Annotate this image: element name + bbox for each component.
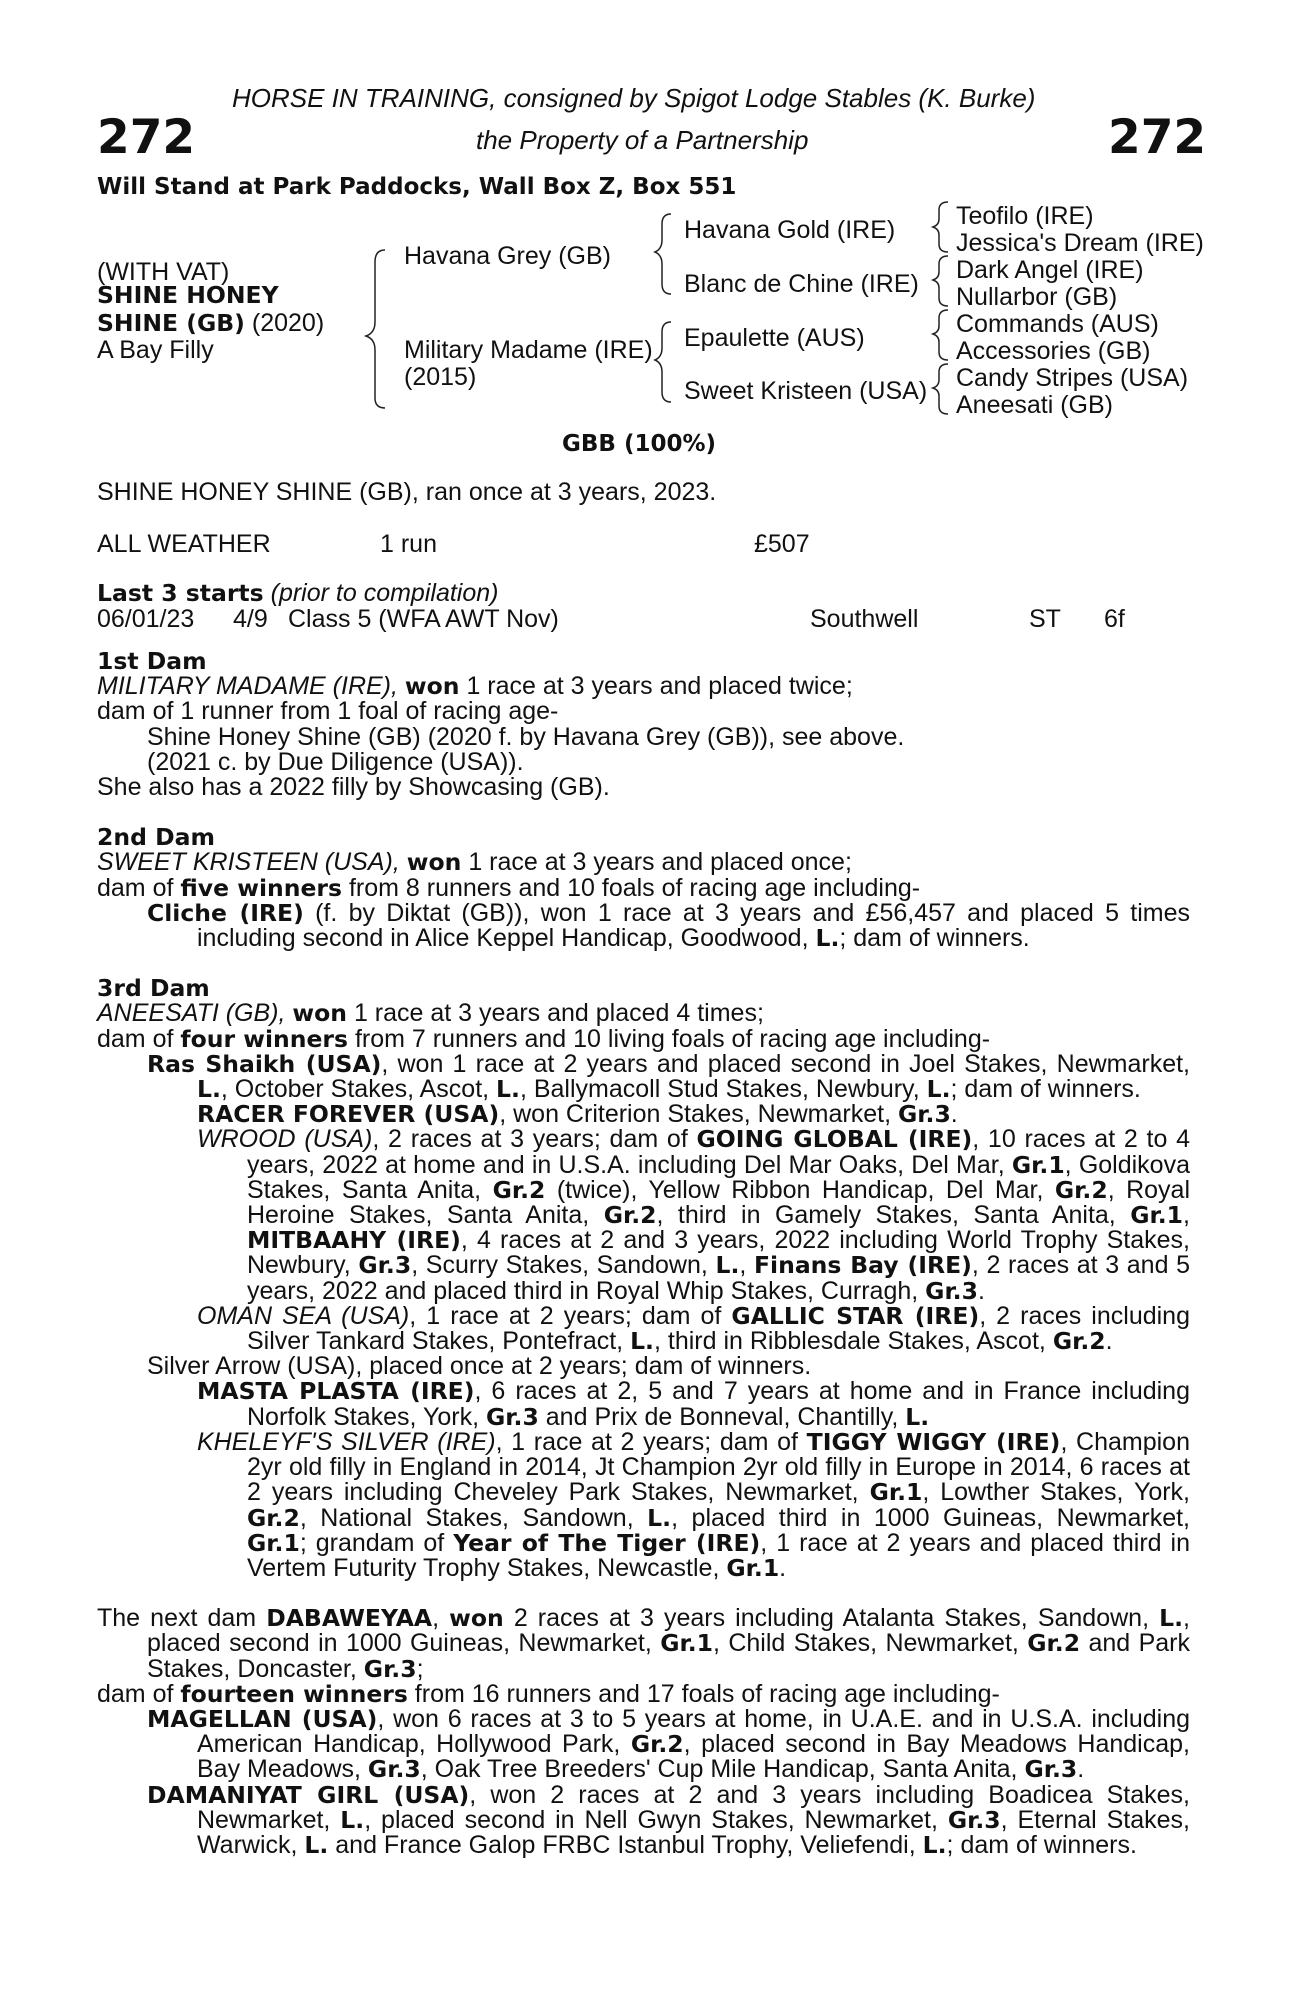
pedigree-g7: Candy Stripes (USA): [956, 364, 1189, 392]
group-marker: Gr.2: [603, 1201, 657, 1230]
listed-marker: L.: [815, 924, 840, 953]
going-global-name: GOING GLOBAL (IRE): [696, 1125, 973, 1154]
racer-forever-name: RACER FOREVER (USA): [197, 1100, 500, 1129]
damaniyat-girl-name: DAMANIYAT GIRL (USA): [147, 1780, 470, 1809]
ras-shaikh-name: Ras Shaikh (USA): [147, 1049, 382, 1078]
entry-text: ; grandam of: [299, 1528, 445, 1557]
pedigree-g4: Nullarbor (GB): [956, 283, 1118, 311]
entry-text: , Scurry Stakes, Sandown,: [411, 1251, 708, 1280]
group-marker: Gr.2: [247, 1503, 300, 1532]
group-marker: Gr.1: [726, 1553, 780, 1582]
lot-number-right: 272: [1108, 110, 1207, 165]
listed-marker: L.: [496, 1075, 520, 1104]
first-dam-name: MILITARY MADAME (IRE),: [97, 672, 398, 701]
entry-text: ,: [739, 1251, 747, 1280]
property-line: the Property of a Partnership: [476, 125, 809, 155]
group-marker: Gr.3: [486, 1402, 539, 1431]
surface-label: ALL WEATHER: [97, 530, 271, 558]
breeding-percentage: GBB (100%): [562, 431, 717, 457]
lot-number-left: 272: [97, 110, 196, 165]
group-marker: Gr.1: [1011, 1150, 1065, 1179]
start-position: 4/9: [233, 605, 268, 633]
next-dam-entry: The next dam DABAWEYAA, won 2 races at 3 years including Atalanta Stakes, Sandown, L., placed second in 1000 Guineas, Newmarket, Gr.1, Child Stakes, Newmarket, Gr.2 and Park Stakes, Doncaster, Gr.3;: [97, 1604, 1190, 1683]
group-marker: Gr.2: [492, 1175, 546, 1204]
second-dam-winners: five winners: [180, 873, 342, 902]
first-dam-foal-2022: She also has a 2022 filly by Showcasing (GB).: [97, 773, 610, 802]
mitbaahy-name: MITBAAHY (IRE): [247, 1226, 461, 1255]
cliche-text-end: ; dam of winners.: [839, 924, 1030, 953]
horse-description: A Bay Filly: [97, 336, 214, 364]
consignor-line: HORSE IN TRAINING, consigned by Spigot Lodge Stables (K. Burke): [232, 83, 1036, 113]
next-dam-winners: fourteen winners: [180, 1679, 408, 1708]
group-marker: Gr.2: [1052, 1327, 1106, 1356]
entry-text: .: [779, 1553, 787, 1582]
entry-text: and Prix de Bonneval, Chantilly,: [545, 1402, 899, 1431]
entry-text: , 2 races including Silver Tankard Stakes, Pontefract,: [247, 1301, 1190, 1356]
group-marker: Gr.1: [660, 1629, 713, 1658]
group-marker: Gr.1: [869, 1478, 923, 1507]
group-marker: Gr.3: [925, 1276, 978, 1305]
entry-text: , placed second in 1000 Guineas, Newmarket,: [147, 1604, 1190, 1658]
oman-sea-name: OMAN SEA (USA): [197, 1301, 410, 1330]
entry-text: , Champion 2yr old filly in England in 2014, Jt Champion 2yr old filly in Europe in 2014, 6 races at 2 years including Cheveley Park Stakes, Newmarket,: [247, 1427, 1190, 1507]
listed-marker: L.: [926, 1075, 951, 1104]
cliche-entry: [97, 898, 1190, 953]
second-dam-name: SWEET KRISTEEN (USA),: [97, 848, 400, 877]
group-marker: Gr.3: [363, 1654, 417, 1683]
vat-label: (WITH VAT): [97, 258, 230, 286]
second-dam-produce-c: from 8 runners and 10 foals of racing age including-: [348, 873, 921, 902]
ras-shaikh-entry: [97, 1049, 1190, 1104]
last-starts-heading: [97, 581, 498, 606]
next-dam-intro: The next dam: [97, 1604, 257, 1633]
horse-name-line1: SHINE HONEY: [97, 281, 279, 309]
family-section: [97, 649, 1190, 1858]
listed-marker: L.: [197, 1075, 221, 1104]
entry-text: , 1 race at 2 years; dam of: [495, 1427, 798, 1456]
pedigree-sire-dam: Blanc de Chine (IRE): [684, 270, 919, 298]
pedigree-g8: Aneesati (GB): [956, 391, 1114, 419]
group-marker: Gr.1: [247, 1528, 300, 1557]
entry-text: , third in Gamely Stakes, Santa Anita,: [656, 1201, 1116, 1230]
entry-text: , won 1 race at 2 years and placed second in Joel Stakes, Newmarket,: [381, 1049, 1190, 1078]
wrood-name: WROOD (USA): [197, 1125, 373, 1154]
pedigree-dam-year: (2015): [404, 363, 477, 391]
entry-text: , Oak Tree Breeders' Cup Mile Handicap, Santa Anita,: [420, 1755, 1018, 1784]
group-marker: Gr.3: [947, 1805, 1001, 1834]
oman-sea-entry: [97, 1301, 1190, 1356]
first-dam-won: won: [404, 672, 460, 701]
listed-marker: L.: [304, 1830, 329, 1859]
second-dam-won: won: [406, 848, 462, 877]
third-dam-summary: 1 race at 3 years and placed 4 times;: [353, 999, 764, 1028]
next-dam-name: DABAWEYAA: [266, 1604, 433, 1633]
pedigree-sire-sire: Havana Gold (IRE): [684, 216, 896, 244]
masta-plasta-name: MASTA PLASTA (IRE): [197, 1377, 475, 1406]
damaniyat-girl-entry: [97, 1780, 1190, 1859]
entry-text: , placed second in Bay Meadows Handicap, Bay Meadows,: [197, 1730, 1190, 1784]
entry-text: , third in Ribblesdale Stakes, Ascot,: [653, 1327, 1046, 1356]
first-dam-foal-2020: Shine Honey Shine (GB) (2020 f. by Havana Grey (GB)), see above.: [147, 722, 905, 751]
next-dam-produce-c: from 16 runners and 17 foals of racing age including-: [414, 1679, 1000, 1708]
masta-plasta-entry: [97, 1379, 1190, 1429]
entry-text: , 2 races at 3 years; dam of: [372, 1125, 688, 1154]
pedigree-g5: Commands (AUS): [956, 310, 1159, 338]
start-course: Southwell: [810, 605, 919, 633]
entry-text: , Goldikova Stakes, Santa Anita,: [247, 1150, 1190, 1204]
pedigree-dam-dam: Sweet Kristeen (USA): [684, 377, 928, 405]
year-of-the-tiger-name: Year of The Tiger (IRE): [453, 1528, 761, 1557]
entry-text: , placed second in Nell Gwyn Stakes, Newmarket,: [364, 1805, 938, 1834]
entry-text: ; dam of winners.: [950, 1075, 1141, 1104]
group-marker: Gr.3: [897, 1100, 951, 1129]
last-starts-note: (prior to compilation): [270, 579, 499, 607]
pedigree-g2: Jessica's Dream (IRE): [956, 229, 1204, 257]
stand-line: Will Stand at Park Paddocks, Wall Box Z, Box 551: [97, 174, 737, 200]
horse-name-text: SHINE (GB): [97, 309, 245, 337]
pedigree-sire: Havana Grey (GB): [404, 242, 612, 270]
entry-text: , won 6 races at 3 to 5 years at home, in U.A.E. and in U.S.A. including American Handicap, Hollywood Park,: [197, 1704, 1190, 1759]
pedigree-dam: Military Madame (IRE): [404, 336, 653, 364]
third-dam-produce-a: dam of: [97, 1024, 174, 1053]
third-dam-won: won: [292, 999, 347, 1028]
second-dam-heading: 2nd Dam: [97, 823, 215, 852]
cliche-name: Cliche (IRE): [147, 898, 304, 927]
entry-text: , won 2 races at 2 and 3 years including Boadicea Stakes, Newmarket,: [197, 1780, 1190, 1834]
listed-marker: L.: [647, 1503, 672, 1532]
start-going: ST: [1029, 605, 1061, 633]
third-dam-winners: four winners: [180, 1024, 349, 1053]
listed-marker: L.: [715, 1251, 740, 1280]
listed-marker: L.: [340, 1805, 365, 1834]
next-dam-produce-a: dam of: [97, 1679, 174, 1708]
kheleyfs-silver-entry: [97, 1427, 1191, 1582]
entry-text: , October Stakes, Ascot,: [220, 1075, 490, 1104]
listed-marker: L.: [630, 1327, 654, 1356]
group-marker: Gr.3: [358, 1251, 412, 1280]
entry-text: and Park Stakes, Doncaster,: [147, 1629, 1190, 1683]
last-starts-title: Last 3 starts: [97, 579, 264, 607]
entry-text: .: [950, 1100, 958, 1129]
racer-forever-entry: [97, 1102, 1190, 1127]
entry-text: ; dam of winners.: [946, 1830, 1137, 1859]
first-dam-foal-2021: (2021 c. by Due Diligence (USA)).: [147, 747, 524, 776]
finans-bay-name: Finans Bay (IRE): [753, 1251, 972, 1280]
entry-text: .: [977, 1276, 985, 1305]
pedigree-g3: Dark Angel (IRE): [956, 256, 1144, 284]
magellan-entry: [97, 1704, 1190, 1784]
entry-text: .: [1077, 1755, 1085, 1784]
pedigree-g6: Accessories (GB): [956, 337, 1151, 365]
entry-text: and France Galop FRBC Istanbul Trophy, Veliefendi,: [335, 1830, 916, 1859]
entry-text: , 1 race at 2 years; dam of: [409, 1301, 722, 1330]
pedigree-g1: Teofilo (IRE): [956, 202, 1094, 230]
entry-text: , 2 races at 3 and 5 years, 2022 and placed third in Royal Whip Stakes, Curragh,: [247, 1251, 1191, 1305]
kheleyfs-silver-name: KHELEYF'S SILVER (IRE): [197, 1427, 496, 1456]
horse-year: (2020): [251, 309, 325, 337]
entry-text: , 1 race at 2 years and placed third in Vertem Futurity Trophy Stakes, Newcastle,: [247, 1528, 1191, 1582]
group-marker: Gr.2: [1027, 1629, 1081, 1658]
cliche-text: (f. by Diktat (GB)), won 1 race at 3 years and £56,457 and placed 5 times including second in Alice Keppel Handicap, Goodwood,: [197, 898, 1190, 953]
entry-text: , 6 races at 2, 5 and 7 years at home and in France including Norfolk Stakes, York,: [247, 1377, 1190, 1431]
first-dam-produce: dam of 1 runner from 1 foal of racing age-: [97, 697, 559, 726]
entry-text: , Ballymacoll Stud Stakes, Newbury,: [519, 1075, 920, 1104]
entry-text: , National Stakes, Sandown,: [299, 1503, 634, 1532]
entry-text: , won Criterion Stakes, Newmarket,: [499, 1100, 892, 1129]
entry-text: , placed third in 1000 Guineas, Newmarket,: [671, 1503, 1190, 1532]
group-marker: Gr.3: [367, 1755, 421, 1784]
entry-text: ;: [416, 1654, 424, 1683]
third-dam-heading: 3rd Dam: [97, 974, 210, 1003]
listed-marker: L.: [922, 1830, 947, 1859]
group-marker: Gr.1: [1130, 1201, 1184, 1230]
start-race: Class 5 (WFA AWT Nov): [288, 605, 559, 633]
first-dam-summary: 1 race at 3 years and placed twice;: [466, 672, 853, 701]
group-marker: Gr.2: [1054, 1175, 1108, 1204]
listed-marker: L.: [1159, 1604, 1184, 1633]
first-dam-heading: 1st Dam: [97, 647, 207, 675]
group-marker: Gr.2: [630, 1730, 684, 1759]
third-dam-name: ANEESATI (GB),: [97, 999, 286, 1028]
magellan-name: MAGELLAN (USA): [147, 1704, 378, 1733]
entry-text: , Eternal Stakes, Warwick,: [197, 1805, 1190, 1859]
entry-text: ,: [1183, 1201, 1190, 1230]
entry-text: , Child Stakes, Newmarket,: [713, 1629, 1019, 1658]
runs-count: 1 run: [380, 530, 437, 558]
second-dam-summary: 1 race at 3 years and placed once;: [468, 848, 852, 877]
entry-text: , Royal Heroine Stakes, Santa Anita,: [247, 1175, 1191, 1230]
entry-text: , 10 races at 2 to 4 years, 2022 at home and in U.S.A. including Del Mar Oaks, Del Mar,: [247, 1125, 1190, 1179]
entry-text: , Lowther Stakes, York,: [922, 1478, 1191, 1507]
entry-text: , 4 races at 2 and 3 years, 2022 including World Trophy Stakes, Newbury,: [247, 1226, 1190, 1280]
wrood-entry: [97, 1127, 1190, 1303]
listed-marker: L.: [905, 1402, 930, 1431]
earnings: £507: [754, 530, 810, 558]
start-date: 06/01/23: [97, 605, 195, 633]
pedigree-dam-sire: Epaulette (AUS): [684, 324, 865, 352]
gallic-star-name: GALLIC STAR (IRE): [731, 1301, 980, 1330]
entry-text: .: [1105, 1327, 1113, 1356]
entry-text: (twice), Yellow Ribbon Handicap, Del Mar,: [556, 1175, 1044, 1204]
race-record: SHINE HONEY SHINE (GB), ran once at 3 years, 2023.: [97, 478, 717, 506]
start-distance: 6f: [1104, 605, 1125, 633]
silver-arrow-entry: Silver Arrow (USA), placed once at 2 years; dam of winners.: [147, 1352, 812, 1381]
group-marker: Gr.3: [1024, 1755, 1078, 1784]
next-dam-won: won: [449, 1604, 504, 1633]
third-dam-produce-c: from 7 runners and 10 living foals of racing age including-: [354, 1024, 991, 1053]
second-dam-produce-a: dam of: [97, 873, 174, 902]
tiggy-wiggy-name: TIGGY WIGGY (IRE): [806, 1427, 1061, 1456]
entry-text: 2 races at 3 years including Atalanta Stakes, Sandown,: [513, 1604, 1150, 1633]
